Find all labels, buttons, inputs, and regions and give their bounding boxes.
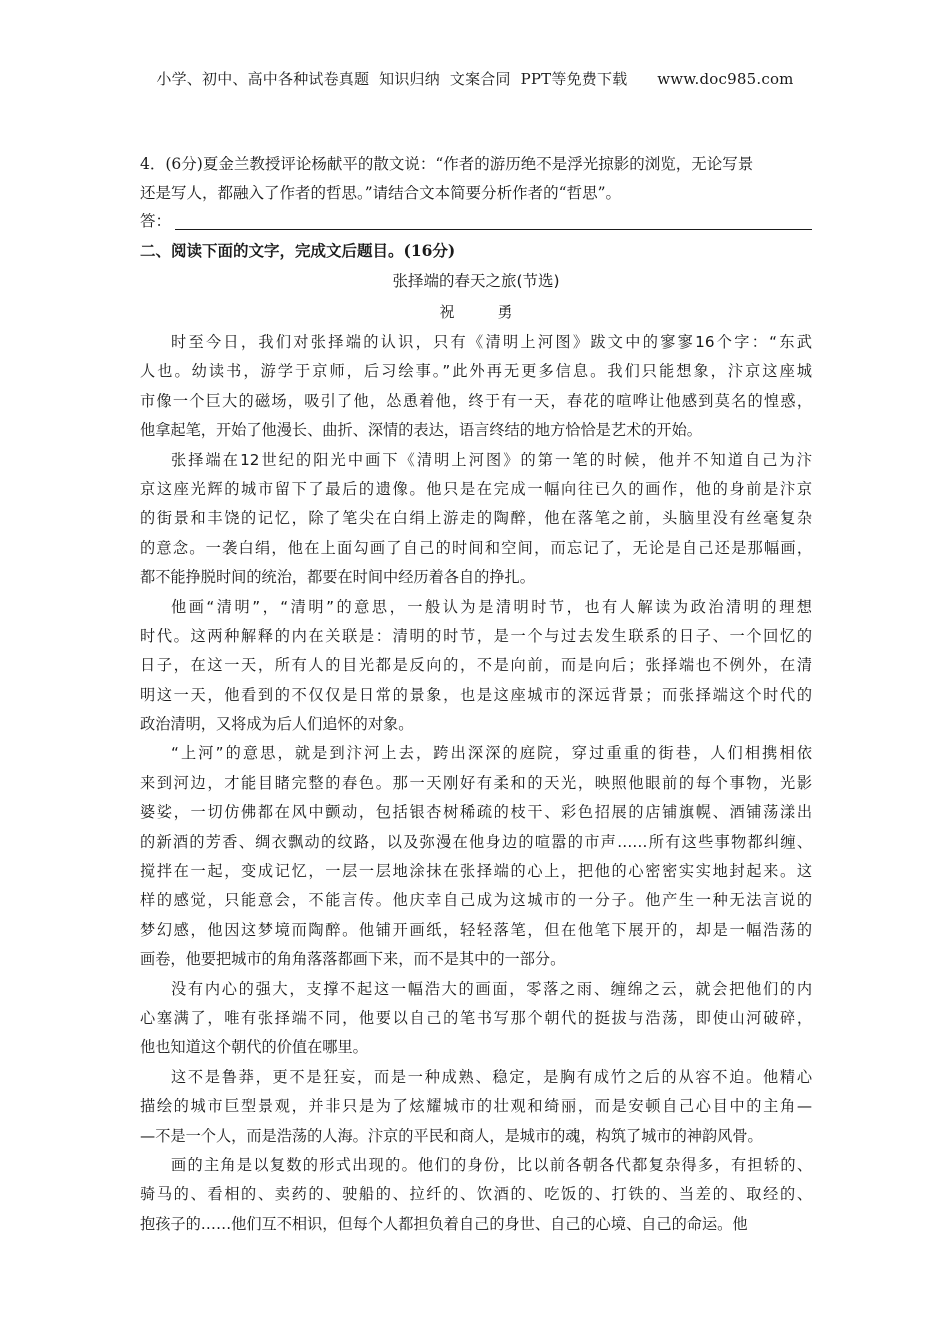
article-paragraph: [140, 328, 812, 446]
paragraph-line: 他拿起笔，开始了他漫长、曲折、深情的表达，语言终结的地方恰恰是艺术的开始。: [140, 421, 702, 440]
paragraph-line: 心塞满了，唯有张择端不同，他要以自己的笔书写那个朝代的挺拔与浩荡，即使山河破碎，: [140, 1008, 812, 1027]
page-header-banner: 小学、初中、高中各种试卷真题 知识归纳 文案合同 PPT等免费下载 www.doc985.com: [156, 70, 794, 88]
paragraph-line: 婆娑，一切仿佛都在风中颤动，包括银杏树稀疏的枝干、彩色招展的店铺旗幌、酒铺荡漾出: [140, 803, 812, 822]
paragraph-line: 的新酒的芳香、绸衣飘动的纹路，以及弥漫在他身边的喧嚣的市声……所有这些事物都纠缠、: [140, 832, 812, 851]
article-paragraph: [140, 446, 812, 593]
paragraph-line: 的街景和丰饶的记忆，除了笔尖在白绢上游走的陶醉，他在落笔之前，头脑里没有丝毫复杂: [140, 509, 812, 528]
article-paragraph: [140, 1151, 812, 1239]
paragraph-line: 张择端在12世纪的阳光中画下《清明上河图》的第一笔的时候，他并不知道自己为汴: [171, 450, 812, 469]
paragraph-line: 来到河边，才能目睹完整的春色。那一天刚好有柔和的天光，映照他眼前的每个事物，光影: [140, 773, 812, 792]
section-2-heading: 二、阅读下面的文字，完成文后题目。(16分): [140, 241, 456, 260]
question-4: [140, 150, 812, 234]
paragraph-line: 样的感觉，只能意会，不能言传。他庆幸自己成为这城市的一分子。他产生一种无法言说的: [140, 891, 812, 910]
paragraph-line: 梦幻感，他因这梦境而陶醉。他铺开画纸，轻轻落笔，但在他笔下展开的，却是一幅浩荡的: [140, 920, 812, 939]
article-paragraph: [140, 975, 812, 1063]
article-paragraph: [140, 593, 812, 740]
paragraph-line: 他也知道这个朝代的价值在哪里。: [140, 1038, 368, 1057]
article-body: [140, 328, 812, 1239]
paragraph-line: 画的主角是以复数的形式出现的。他们的身份，比以前各朝各代都复杂得多，有担轿的、: [171, 1155, 812, 1174]
paragraph-line: “上河”的意思，就是到汴河上去，跨出深深的庭院，穿过重重的街巷，人们相携相依: [171, 744, 812, 763]
article-paragraph: [140, 1063, 812, 1151]
paragraph-line: 政治清明，又将成为后人们追怀的对象。: [140, 715, 414, 734]
paragraph-line: 骑马的、看相的、卖药的、驶船的、拉纤的、饮酒的、吃饭的、打铁的、当差的、取经的、: [140, 1185, 812, 1204]
answer-label: 答：: [140, 212, 172, 230]
paragraph-line: 搅拌在一起，变成记忆，一层一层地涂抹在张择端的心上，把他的心密密实实地封起来。这: [140, 862, 812, 881]
paragraph-line: 都不能挣脱时间的统治，都要在时间中经历着各自的挣扎。: [140, 568, 535, 587]
paragraph-line: 没有内心的强大，支撑不起这一幅浩大的画面，零落之雨、缠绵之云，就会把他们的内: [171, 979, 812, 998]
answer-row: [140, 208, 812, 234]
paragraph-line: 时至今日，我们对张择端的认识，只有《清明上河图》跋文中的寥寥16个字：“东武: [171, 333, 812, 351]
paragraph-line: 他画“清明”，“清明”的意思，一般认为是清明时节，也有人解读为政治清明的理想: [171, 597, 812, 616]
paragraph-line: 这不是鲁莽，更不是狂妄，而是一种成熟、稳定，是胸有成竹之后的从容不迫。他精心: [171, 1067, 812, 1086]
article-title: 张择端的春天之旅(节选): [392, 272, 560, 290]
question-4-line-2: 还是写人，都融入了作者的哲思。”请结合文本简要分析作者的“哲思”。: [140, 184, 622, 202]
answer-blank-line[interactable]: [175, 211, 812, 230]
article-author: 祝 勇: [439, 303, 527, 321]
paragraph-line: 明这一天，他看到的不仅仅是日常的景象，也是这座城市的深远背景；而张择端这个时代的: [140, 685, 812, 704]
paragraph-line: 人也。幼读书，游学于京师，后习绘事。”此外再无更多信息。我们只能想象，汴京这座城: [140, 362, 812, 381]
paragraph-line: 画卷，他要把城市的角角落落都画下来，而不是其中的一部分。: [140, 950, 566, 969]
paragraph-line: 市像一个巨大的磁场，吸引了他，怂恿着他，终于有一天，春花的喧哗让他感到莫名的惶惑，: [140, 391, 812, 410]
article-paragraph: [140, 739, 812, 974]
paragraph-line: 抱孩子的……他们互不相识，但每个人都担负着自己的身世、自己的心境、自己的命运。他: [140, 1214, 748, 1233]
question-4-line-1: 4．(6分)夏金兰教授评论杨献平的散文说：“作者的游历绝不是浮光掠影的浏览，无论写景: [140, 155, 754, 173]
paragraph-line: 日子，在这一天，所有人的目光都是反向的，不是向前，而是向后；张择端也不例外，在清: [140, 656, 812, 675]
document-body: [140, 150, 812, 1239]
paragraph-line: 描绘的城市巨型景观，并非只是为了炫耀城市的壮观和绮丽，而是安顿自己心目中的主角—: [140, 1097, 812, 1116]
paragraph-line: 时代。这两种解释的内在关联是：清明的时节，是一个与过去发生联系的日子、一个回忆的: [140, 626, 812, 645]
paragraph-line: 京这座光辉的城市留下了最后的遗像。他只是在完成一幅向往已久的画作，他的身前是汴京: [140, 479, 812, 498]
paragraph-line: 的意念。一袭白绢，他在上面勾画了自己的时间和空间，而忘记了，无论是自己还是那幅画，: [140, 538, 812, 557]
paragraph-line: —不是一个人，而是浩荡的人海。汴京的平民和商人，是城市的魂，构筑了城市的神韵风骨。: [140, 1126, 763, 1145]
